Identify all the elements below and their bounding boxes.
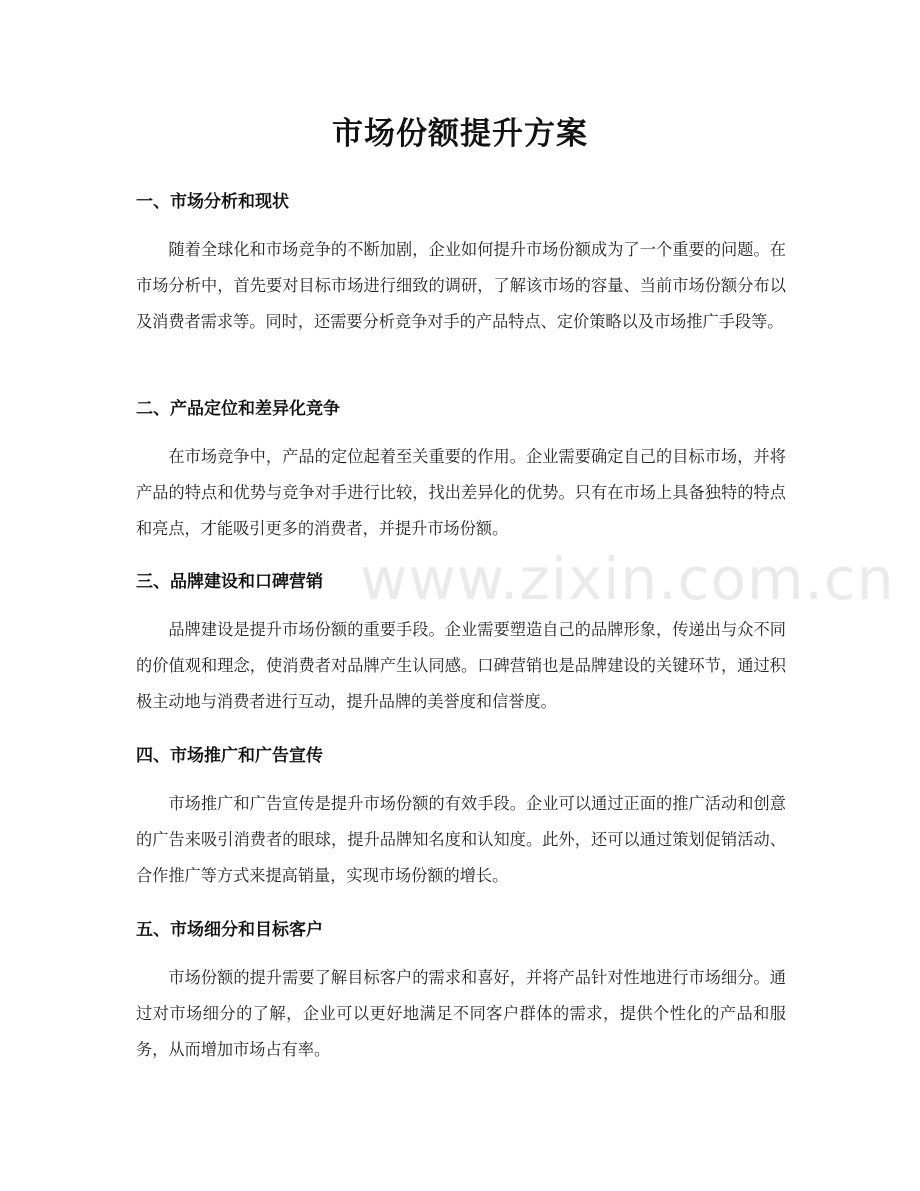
section-3 [136, 570, 786, 720]
section-5 [136, 918, 786, 1068]
section-heading: 三、品牌建设和口碑营销 [136, 572, 323, 592]
section-heading: 一、市场分析和现状 [136, 192, 289, 212]
watermark-text: www.zixin.com.cn [360, 545, 895, 613]
section-1 [136, 190, 786, 340]
section-paragraph: 随着全球化和市场竞争的不断加剧，企业如何提升市场份额成为了一个重要的问题。在市场分析中，首先要对目标市场进行细致的调研，了解该市场的容量、当前市场份额分布以及消费者需求等。同时，还需要分析竞争对手的产品特点、定价策略以及市场推广手段等。 [136, 240, 786, 331]
section-heading: 五、市场细分和目标客户 [136, 920, 323, 940]
section-paragraph: 市场推广和广告宣传是提升市场份额的有效手段。企业可以通过正面的推广活动和创意的广告来吸引消费者的眼球，提升品牌知名度和认知度。此外，还可以通过策划促销活动、合作推广等方式来提高销量，实现市场份额的增长。 [136, 794, 786, 885]
section-paragraph: 市场份额的提升需要了解目标客户的需求和喜好，并将产品针对性地进行市场细分。通过对市场细分的了解，企业可以更好地满足不同客户群体的需求，提供个性化的产品和服务，从而增加市场占有率。 [136, 968, 786, 1059]
section-2 [136, 397, 786, 547]
section-paragraph: 品牌建设是提升市场份额的重要手段。企业需要塑造自己的品牌形象，传递出与众不同的价值观和理念，使消费者对品牌产生认同感。口碑营销也是品牌建设的关键环节，通过积极主动地与消费者进行互动，提升品牌的美誉度和信誉度。 [136, 620, 786, 711]
section-heading: 四、市场推广和广告宣传 [136, 746, 323, 766]
section-paragraph: 在市场竞争中，产品的定位起着至关重要的作用。企业需要确定自己的目标市场，并将产品的特点和优势与竞争对手进行比较，找出差异化的优势。只有在市场上具备独特的特点和亮点，才能吸引更多的消费者，并提升市场份额。 [136, 447, 786, 538]
section-heading: 二、产品定位和差异化竞争 [136, 399, 340, 419]
section-4 [136, 744, 786, 894]
document-title: 市场份额提升方案 [332, 116, 588, 152]
